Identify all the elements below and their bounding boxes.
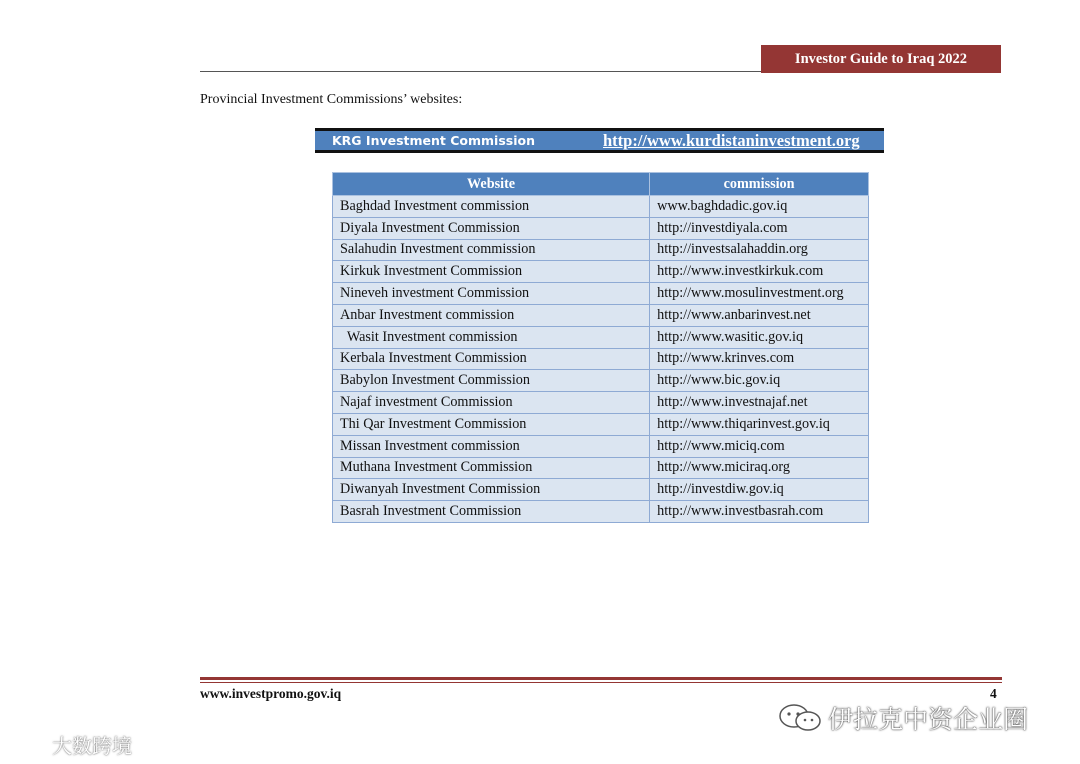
commission-name-cell: Babylon Investment Commission xyxy=(333,370,650,392)
table-row xyxy=(333,501,869,523)
commission-website-cell[interactable]: www.baghdadic.gov.iq xyxy=(650,196,869,218)
intro-text: Provincial Investment Commissions’ websites: xyxy=(200,92,463,107)
commission-name-cell: Salahudin Investment commission xyxy=(333,239,650,261)
header-rule xyxy=(200,71,762,72)
krg-commission-bar xyxy=(315,128,884,153)
table-body xyxy=(333,196,869,523)
page-number: 4 xyxy=(990,686,997,701)
footer-rule xyxy=(200,677,1002,680)
table-row xyxy=(333,370,869,392)
commission-website-cell[interactable]: http://www.krinves.com xyxy=(650,348,869,370)
commission-name-cell: Basrah Investment Commission xyxy=(333,501,650,523)
chat-bubbles-icon xyxy=(778,703,822,733)
commission-name-cell: Wasit Investment commission xyxy=(333,326,650,348)
commission-website-cell[interactable]: http://www.miciraq.org xyxy=(650,457,869,479)
commission-website-cell[interactable]: http://www.investbasrah.com xyxy=(650,501,869,523)
watermark-left-text: 大数跨境 xyxy=(52,734,132,758)
commission-website-cell[interactable]: http://investsalahaddin.org xyxy=(650,239,869,261)
table-row xyxy=(333,348,869,370)
commission-name-cell: Nineveh investment Commission xyxy=(333,283,650,305)
commission-name-cell: Muthana Investment Commission xyxy=(333,457,650,479)
commission-website-cell[interactable]: http://www.investkirkuk.com xyxy=(650,261,869,283)
table-row xyxy=(333,435,869,457)
table-row xyxy=(333,304,869,326)
table-row xyxy=(333,392,869,414)
table-row xyxy=(333,326,869,348)
table-row xyxy=(333,413,869,435)
table-row xyxy=(333,283,869,305)
table-row xyxy=(333,217,869,239)
commission-website-cell[interactable]: http://www.miciq.com xyxy=(650,435,869,457)
header-title-tag: Investor Guide to Iraq 2022 xyxy=(761,45,1001,73)
commission-name-cell: Diwanyah Investment Commission xyxy=(333,479,650,501)
column-header-commission: commission xyxy=(650,173,869,196)
commission-name-cell: Missan Investment commission xyxy=(333,435,650,457)
table-row xyxy=(333,196,869,218)
commission-website-cell[interactable]: http://www.bic.gov.iq xyxy=(650,370,869,392)
logo-icon xyxy=(10,732,48,758)
commissions-table xyxy=(332,172,869,523)
krg-website-link[interactable]: http://www.kurdistaninvestment.org xyxy=(603,130,860,150)
commission-name-cell: Kirkuk Investment Commission xyxy=(333,261,650,283)
commission-website-cell[interactable]: http://www.anbarinvest.net xyxy=(650,304,869,326)
watermark-right-text: 伊拉克中资企业圈 xyxy=(828,705,1029,734)
table-row xyxy=(333,239,869,261)
commission-name-cell: Diyala Investment Commission xyxy=(333,217,650,239)
commission-name-cell: Thi Qar Investment Commission xyxy=(333,413,650,435)
watermark-right xyxy=(778,700,1028,736)
footer-website[interactable]: www.investpromo.gov.iq xyxy=(200,686,342,701)
commission-name-cell: Baghdad Investment commission xyxy=(333,196,650,218)
commission-website-cell[interactable]: http://investdiyala.com xyxy=(650,217,869,239)
commission-website-cell[interactable]: http://www.thiqarinvest.gov.iq xyxy=(650,413,869,435)
table-row xyxy=(333,457,869,479)
krg-label: KRG Investment Commission xyxy=(332,133,535,148)
watermark-left xyxy=(10,730,132,759)
column-header-website: Website xyxy=(333,173,650,196)
table-row xyxy=(333,261,869,283)
commission-name-cell: Najaf investment Commission xyxy=(333,392,650,414)
commission-name-cell: Kerbala Investment Commission xyxy=(333,348,650,370)
commission-website-cell[interactable]: http://investdiw.gov.iq xyxy=(650,479,869,501)
commission-website-cell[interactable]: http://www.investnajaf.net xyxy=(650,392,869,414)
commission-website-cell[interactable]: http://www.wasitic.gov.iq xyxy=(650,326,869,348)
table-header-row xyxy=(333,173,869,196)
footer-rule-thin xyxy=(200,682,1002,683)
table-row xyxy=(333,479,869,501)
commission-website-cell[interactable]: http://www.mosulinvestment.org xyxy=(650,283,869,305)
commission-name-cell: Anbar Investment commission xyxy=(333,304,650,326)
